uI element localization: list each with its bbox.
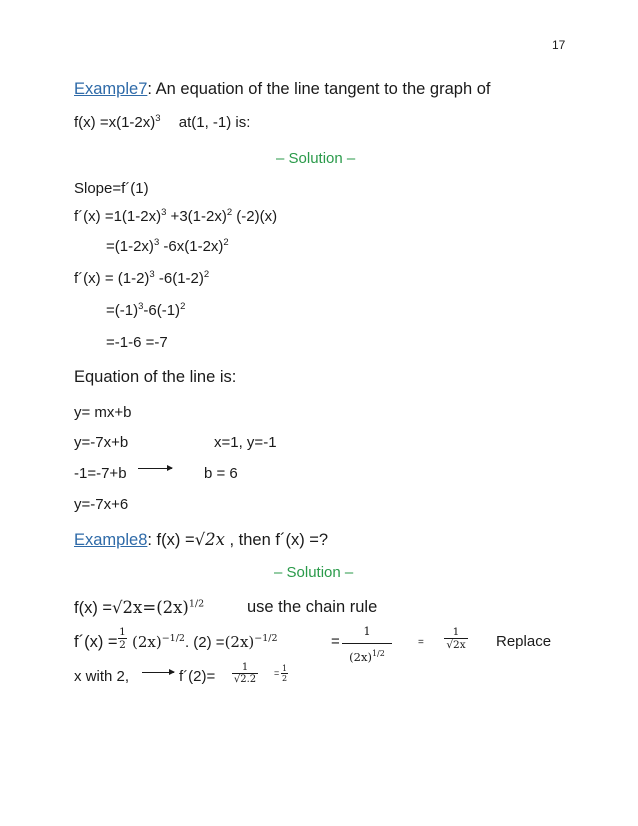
line1-text: f(x) = [74, 599, 113, 617]
step-2: y=-7x+b [74, 434, 129, 451]
frac1-den-base: (2x) [349, 650, 372, 664]
half-denominator: 2 [119, 639, 126, 651]
deriv2-part-a: =(1-2x) [106, 238, 154, 255]
frac3-denominator: √2.2 [233, 674, 257, 685]
example8-line-3-a: x with 2, [74, 668, 130, 685]
page-number: 17 [552, 38, 566, 52]
line-equation-header: Equation of the line is: [74, 368, 237, 386]
example8-heading [74, 530, 328, 550]
replace-text: Replace [496, 633, 552, 650]
deriv-part-a: f´(x) =1(1-2x) [74, 208, 162, 225]
fraction-1-over-sqrt2-2 [232, 662, 258, 685]
line2-times: . (2) = [184, 634, 225, 651]
eval2-part-b: -6(-1) [143, 302, 181, 319]
fraction-one-half [281, 664, 288, 683]
example8-line-3-b: f´(2)= [179, 668, 216, 685]
example8-line-2-label: f´(x) = [74, 633, 118, 651]
frac4-denominator: 2 [281, 674, 288, 683]
line2-exp1: −1/2 [161, 633, 185, 644]
eval-line-1: f´(x) = $(1-2)^3$ $-6(1-2)^2$ [74, 269, 210, 287]
frac1-denominator [342, 643, 392, 664]
line2-exp2: −1/2 [254, 633, 278, 644]
line1-math: √2x=(2x) [112, 598, 189, 617]
arrow-icon [138, 468, 172, 469]
eval2-part-a: =(-1) [106, 302, 139, 319]
line2-term1: (2x) [132, 633, 162, 651]
example7-prompt: : An equation of the line tangent to the graph of [147, 80, 491, 98]
example8-label: Example8 [74, 531, 148, 549]
frac3-numerator: 1 [241, 662, 249, 673]
frac4-numerator: 1 [281, 664, 288, 673]
chain-rule-note: use the chain rule [247, 598, 378, 616]
eval1-part-a: f´(x) = (1-2) [74, 270, 150, 287]
line2-equals: = [331, 633, 340, 650]
derivative-line: f´(x) $=1(1-2x)^3 +3(1-2x)^2$ (-2)(x) [74, 207, 278, 225]
slope-line: Slope=f´(1) [74, 180, 149, 197]
step-3: -1=-7+b [74, 465, 127, 482]
deriv-part-c: (-2)(x) [232, 208, 278, 225]
example8-sqrt: √2x [194, 530, 225, 549]
example7-heading [74, 80, 490, 99]
arrow-icon-2 [142, 672, 174, 673]
function-text: f(x) =x(1-2x) [74, 114, 156, 131]
step-2-given: x=1, y=-1 [214, 434, 277, 451]
half-numerator: 1 [119, 626, 126, 638]
fraction-1-over-sqrt2x [444, 626, 468, 651]
derivative-simplified: $=(1-2x)^3$ $-6x(1-2x)^2$ [106, 237, 229, 255]
step-3-result: b = 6 [204, 465, 238, 482]
deriv-part-b: +3(1-2x) [166, 208, 227, 225]
step-1: y= mx+b [74, 404, 132, 421]
example8-prompt-b: , then f´(x) =? [224, 531, 329, 549]
example8-solution-header: – Solution – [274, 564, 354, 581]
line1-exponent: 1/2 [188, 598, 205, 610]
fraction-1-over-2x-half [342, 624, 392, 664]
deriv2-part-b: -6x(1-2x) [159, 238, 224, 255]
example8-line-1 [74, 598, 204, 618]
frac1-numerator: 1 [363, 624, 371, 638]
example8-line-2-math [132, 633, 278, 651]
eval-line-2: $=(-1)^3-6(-1)^2$ [106, 301, 186, 319]
eval1-part-b: -6(1-2) [154, 270, 204, 287]
example8-prompt-a: : f(x) = [147, 531, 195, 549]
line3-equals: = [274, 668, 280, 678]
fraction-half [118, 626, 127, 651]
example7-solution-header: – Solution – [276, 150, 356, 167]
example7-label: Example7 [74, 80, 148, 98]
line2-equals-2: = [418, 637, 424, 648]
frac2-denominator: √2x [444, 638, 468, 651]
example7-function: $f(x) =x(1-2x)^3$ at(1, -1) is: [74, 113, 251, 131]
frac1-den-exp: 1/2 [371, 649, 385, 659]
step-4: y=-7x+6 [74, 496, 129, 513]
line2-term2: (2x) [224, 633, 255, 651]
function-point: at(1, -1) is: [178, 114, 251, 131]
frac2-numerator: 1 [452, 626, 460, 638]
eval-line-3: =-1-6 =-7 [106, 334, 168, 351]
